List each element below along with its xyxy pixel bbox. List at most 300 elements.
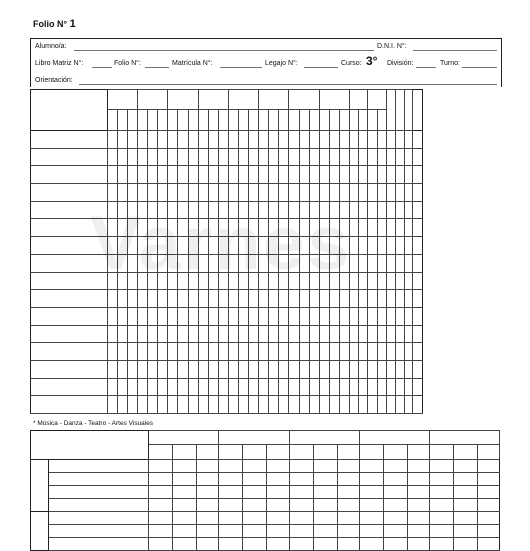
grade-cell[interactable] — [377, 360, 386, 378]
grade-cell[interactable] — [138, 290, 148, 308]
exam-cell[interactable] — [149, 486, 173, 499]
grade-cell[interactable] — [395, 325, 404, 343]
grade-cell[interactable] — [249, 343, 259, 361]
exam-cell[interactable] — [173, 460, 197, 473]
grade-cell[interactable] — [208, 378, 218, 396]
grade-cell[interactable] — [127, 184, 137, 202]
exam-cell[interactable] — [453, 473, 477, 486]
grade-cell[interactable] — [178, 325, 188, 343]
grade-cell[interactable] — [198, 131, 208, 149]
grade-cell[interactable] — [350, 131, 359, 149]
exam-cell[interactable] — [219, 525, 243, 538]
grade-cell[interactable] — [218, 343, 228, 361]
grade-cell[interactable] — [279, 343, 289, 361]
grade-cell[interactable] — [279, 360, 289, 378]
grade-cell[interactable] — [158, 148, 168, 166]
legajo-field[interactable] — [304, 67, 338, 68]
grade-cell[interactable] — [259, 184, 269, 202]
grade-cell[interactable] — [339, 148, 349, 166]
grade-cell[interactable] — [289, 307, 299, 325]
grade-cell[interactable] — [386, 184, 395, 202]
exam-cell[interactable] — [313, 486, 337, 499]
exam-cell[interactable] — [149, 473, 173, 486]
grade-cell[interactable] — [299, 325, 309, 343]
grade-cell[interactable] — [299, 343, 309, 361]
grade-cell[interactable] — [339, 360, 349, 378]
grade-cell[interactable] — [319, 343, 329, 361]
exam-cell[interactable] — [477, 460, 499, 473]
grade-cell[interactable] — [228, 148, 238, 166]
exam-cell[interactable] — [477, 499, 499, 512]
exam-cell[interactable] — [407, 525, 429, 538]
exam-cell[interactable] — [149, 538, 173, 551]
grade-cell[interactable] — [208, 360, 218, 378]
dni-field[interactable] — [413, 50, 497, 51]
grade-cell[interactable] — [138, 307, 148, 325]
grade-cell[interactable] — [386, 325, 395, 343]
grade-cell[interactable] — [405, 184, 413, 202]
grade-cell[interactable] — [198, 360, 208, 378]
grade-cell[interactable] — [188, 396, 198, 414]
grade-cell[interactable] — [289, 378, 299, 396]
grade-cell[interactable] — [138, 360, 148, 378]
exam-cell[interactable] — [359, 525, 383, 538]
grade-cell[interactable] — [269, 184, 279, 202]
grade-cell[interactable] — [238, 343, 248, 361]
grade-cell[interactable] — [218, 184, 228, 202]
grade-cell[interactable] — [368, 290, 377, 308]
observac-cell[interactable] — [413, 166, 423, 184]
grade-cell[interactable] — [368, 307, 377, 325]
exam-cell[interactable] — [243, 486, 267, 499]
grade-cell[interactable] — [259, 360, 269, 378]
grade-cell[interactable] — [117, 360, 127, 378]
exam-cell[interactable] — [453, 460, 477, 473]
exam-cell[interactable] — [219, 460, 243, 473]
grade-cell[interactable] — [238, 184, 248, 202]
grade-cell[interactable] — [309, 325, 319, 343]
grade-cell[interactable] — [299, 148, 309, 166]
grade-cell[interactable] — [279, 396, 289, 414]
exam-subject-cell[interactable] — [49, 473, 149, 486]
grade-cell[interactable] — [259, 396, 269, 414]
grade-cell[interactable] — [395, 131, 404, 149]
exam-cell[interactable] — [429, 499, 453, 512]
grade-cell[interactable] — [168, 343, 178, 361]
grade-cell[interactable] — [329, 307, 339, 325]
grade-cell[interactable] — [377, 343, 386, 361]
grade-cell[interactable] — [178, 378, 188, 396]
division-field[interactable] — [416, 67, 436, 68]
grade-cell[interactable] — [395, 290, 404, 308]
grade-cell[interactable] — [309, 396, 319, 414]
grade-cell[interactable] — [107, 396, 117, 414]
exam-cell[interactable] — [197, 486, 219, 499]
grade-cell[interactable] — [148, 131, 158, 149]
grade-cell[interactable] — [117, 290, 127, 308]
grade-cell[interactable] — [386, 396, 395, 414]
grade-cell[interactable] — [368, 131, 377, 149]
grade-cell[interactable] — [299, 166, 309, 184]
grade-cell[interactable] — [249, 166, 259, 184]
exam-cell[interactable] — [173, 486, 197, 499]
grade-cell[interactable] — [188, 360, 198, 378]
grade-cell[interactable] — [158, 360, 168, 378]
exam-cell[interactable] — [289, 512, 313, 525]
grade-cell[interactable] — [188, 378, 198, 396]
exam-cell[interactable] — [337, 525, 359, 538]
grade-cell[interactable] — [188, 131, 198, 149]
exam-cell[interactable] — [243, 538, 267, 551]
exam-cell[interactable] — [359, 512, 383, 525]
grade-cell[interactable] — [359, 307, 368, 325]
grade-cell[interactable] — [319, 378, 329, 396]
grade-cell[interactable] — [208, 290, 218, 308]
grade-cell[interactable] — [269, 148, 279, 166]
grade-cell[interactable] — [178, 290, 188, 308]
exam-cell[interactable] — [453, 486, 477, 499]
grade-cell[interactable] — [208, 343, 218, 361]
grade-cell[interactable] — [269, 343, 279, 361]
exam-cell[interactable] — [313, 460, 337, 473]
exam-cell[interactable] — [407, 460, 429, 473]
grade-cell[interactable] — [329, 166, 339, 184]
grade-cell[interactable] — [405, 307, 413, 325]
grade-cell[interactable] — [329, 343, 339, 361]
grade-cell[interactable] — [279, 290, 289, 308]
grade-cell[interactable] — [117, 131, 127, 149]
grade-cell[interactable] — [319, 307, 329, 325]
grade-cell[interactable] — [289, 325, 299, 343]
exam-cell[interactable] — [359, 460, 383, 473]
grade-cell[interactable] — [309, 166, 319, 184]
grade-cell[interactable] — [138, 166, 148, 184]
grade-cell[interactable] — [319, 325, 329, 343]
grade-cell[interactable] — [329, 360, 339, 378]
exam-cell[interactable] — [477, 473, 499, 486]
exam-cell[interactable] — [313, 473, 337, 486]
grade-cell[interactable] — [198, 184, 208, 202]
grade-cell[interactable] — [329, 148, 339, 166]
grade-cell[interactable] — [386, 290, 395, 308]
grade-cell[interactable] — [249, 290, 259, 308]
grade-cell[interactable] — [188, 343, 198, 361]
exam-cell[interactable] — [477, 512, 499, 525]
grade-cell[interactable] — [350, 378, 359, 396]
exam-cell[interactable] — [359, 473, 383, 486]
grade-cell[interactable] — [259, 307, 269, 325]
grade-cell[interactable] — [127, 378, 137, 396]
folio-field[interactable] — [145, 67, 169, 68]
grade-cell[interactable] — [228, 343, 238, 361]
exam-cell[interactable] — [453, 538, 477, 551]
grade-cell[interactable] — [117, 307, 127, 325]
grade-cell[interactable] — [350, 166, 359, 184]
exam-cell[interactable] — [243, 499, 267, 512]
exam-cell[interactable] — [219, 512, 243, 525]
exam-cell[interactable] — [407, 512, 429, 525]
grade-cell[interactable] — [127, 360, 137, 378]
matricula-field[interactable] — [220, 67, 262, 68]
grade-cell[interactable] — [178, 131, 188, 149]
grade-cell[interactable] — [198, 166, 208, 184]
grade-cell[interactable] — [188, 184, 198, 202]
exam-cell[interactable] — [267, 512, 289, 525]
observac-cell[interactable] — [413, 219, 423, 237]
grade-cell[interactable] — [359, 148, 368, 166]
exam-cell[interactable] — [243, 525, 267, 538]
grade-cell[interactable] — [208, 325, 218, 343]
exam-cell[interactable] — [267, 525, 289, 538]
observac-cell[interactable] — [413, 360, 423, 378]
exam-cell[interactable] — [407, 499, 429, 512]
exam-cell[interactable] — [453, 525, 477, 538]
exam-cell[interactable] — [149, 460, 173, 473]
grade-cell[interactable] — [405, 166, 413, 184]
exam-cell[interactable] — [429, 473, 453, 486]
grade-cell[interactable] — [259, 290, 269, 308]
grade-cell[interactable] — [309, 290, 319, 308]
grade-cell[interactable] — [228, 360, 238, 378]
grade-cell[interactable] — [259, 166, 269, 184]
grade-cell[interactable] — [259, 325, 269, 343]
grade-cell[interactable] — [309, 307, 319, 325]
grade-cell[interactable] — [377, 378, 386, 396]
exam-cell[interactable] — [429, 512, 453, 525]
grade-cell[interactable] — [249, 184, 259, 202]
exam-cell[interactable] — [453, 499, 477, 512]
grade-cell[interactable] — [249, 307, 259, 325]
grade-cell[interactable] — [386, 343, 395, 361]
grade-cell[interactable] — [350, 396, 359, 414]
grade-cell[interactable] — [377, 307, 386, 325]
grade-cell[interactable] — [188, 148, 198, 166]
exam-cell[interactable] — [289, 486, 313, 499]
exam-cell[interactable] — [407, 473, 429, 486]
exam-cell[interactable] — [453, 512, 477, 525]
grade-cell[interactable] — [299, 290, 309, 308]
exam-cell[interactable] — [267, 460, 289, 473]
grade-cell[interactable] — [269, 360, 279, 378]
grade-cell[interactable] — [368, 378, 377, 396]
observac-cell[interactable] — [413, 184, 423, 202]
grade-cell[interactable] — [117, 166, 127, 184]
exam-subject-cell[interactable] — [49, 512, 149, 525]
grade-cell[interactable] — [319, 131, 329, 149]
grade-cell[interactable] — [198, 396, 208, 414]
exam-cell[interactable] — [383, 473, 407, 486]
exam-cell[interactable] — [243, 460, 267, 473]
grade-cell[interactable] — [299, 131, 309, 149]
exam-cell[interactable] — [173, 512, 197, 525]
grade-cell[interactable] — [339, 290, 349, 308]
exam-cell[interactable] — [383, 486, 407, 499]
grade-cell[interactable] — [269, 166, 279, 184]
grade-cell[interactable] — [289, 360, 299, 378]
grade-cell[interactable] — [138, 184, 148, 202]
exam-cell[interactable] — [267, 499, 289, 512]
grade-cell[interactable] — [279, 131, 289, 149]
exam-subject-cell[interactable] — [49, 486, 149, 499]
grade-cell[interactable] — [395, 307, 404, 325]
grade-cell[interactable] — [218, 396, 228, 414]
grade-cell[interactable] — [188, 325, 198, 343]
grade-cell[interactable] — [359, 343, 368, 361]
exam-cell[interactable] — [289, 460, 313, 473]
grade-cell[interactable] — [339, 343, 349, 361]
grade-cell[interactable] — [127, 166, 137, 184]
grade-cell[interactable] — [208, 184, 218, 202]
grade-cell[interactable] — [359, 378, 368, 396]
grade-cell[interactable] — [329, 184, 339, 202]
exam-subject-cell[interactable] — [49, 460, 149, 473]
exam-cell[interactable] — [289, 473, 313, 486]
exam-cell[interactable] — [267, 486, 289, 499]
grade-cell[interactable] — [329, 396, 339, 414]
grade-cell[interactable] — [238, 360, 248, 378]
grade-cell[interactable] — [359, 290, 368, 308]
grade-cell[interactable] — [405, 343, 413, 361]
grade-cell[interactable] — [158, 378, 168, 396]
grade-cell[interactable] — [198, 148, 208, 166]
exam-subject-cell[interactable] — [49, 499, 149, 512]
grade-cell[interactable] — [107, 290, 117, 308]
grade-cell[interactable] — [269, 307, 279, 325]
grade-cell[interactable] — [148, 343, 158, 361]
grade-cell[interactable] — [138, 325, 148, 343]
exam-cell[interactable] — [337, 486, 359, 499]
grade-cell[interactable] — [127, 290, 137, 308]
grade-cell[interactable] — [117, 378, 127, 396]
grade-cell[interactable] — [339, 378, 349, 396]
grade-cell[interactable] — [218, 378, 228, 396]
grade-cell[interactable] — [299, 378, 309, 396]
exam-subject-cell[interactable] — [49, 525, 149, 538]
grade-cell[interactable] — [279, 325, 289, 343]
grade-cell[interactable] — [208, 166, 218, 184]
grade-cell[interactable] — [158, 343, 168, 361]
grade-cell[interactable] — [359, 360, 368, 378]
grade-cell[interactable] — [107, 184, 117, 202]
grade-cell[interactable] — [168, 184, 178, 202]
grade-cell[interactable] — [107, 131, 117, 149]
grade-cell[interactable] — [148, 166, 158, 184]
grade-cell[interactable] — [148, 396, 158, 414]
exam-cell[interactable] — [383, 499, 407, 512]
grade-cell[interactable] — [279, 148, 289, 166]
exam-cell[interactable] — [337, 512, 359, 525]
grade-cell[interactable] — [269, 396, 279, 414]
exam-cell[interactable] — [173, 538, 197, 551]
grade-cell[interactable] — [249, 396, 259, 414]
grade-cell[interactable] — [329, 378, 339, 396]
grade-cell[interactable] — [107, 325, 117, 343]
grade-cell[interactable] — [168, 290, 178, 308]
exam-cell[interactable] — [429, 460, 453, 473]
grade-cell[interactable] — [386, 360, 395, 378]
exam-cell[interactable] — [243, 512, 267, 525]
grade-cell[interactable] — [228, 396, 238, 414]
grade-cell[interactable] — [368, 360, 377, 378]
grade-cell[interactable] — [377, 396, 386, 414]
exam-cell[interactable] — [337, 473, 359, 486]
grade-cell[interactable] — [350, 343, 359, 361]
grade-cell[interactable] — [117, 325, 127, 343]
grade-cell[interactable] — [289, 184, 299, 202]
grade-cell[interactable] — [377, 325, 386, 343]
grade-cell[interactable] — [405, 148, 413, 166]
exam-cell[interactable] — [289, 538, 313, 551]
grade-cell[interactable] — [238, 396, 248, 414]
grade-cell[interactable] — [309, 131, 319, 149]
grade-cell[interactable] — [339, 396, 349, 414]
grade-cell[interactable] — [208, 148, 218, 166]
grade-cell[interactable] — [386, 131, 395, 149]
grade-cell[interactable] — [350, 290, 359, 308]
grade-cell[interactable] — [309, 184, 319, 202]
grade-cell[interactable] — [238, 378, 248, 396]
grade-cell[interactable] — [249, 131, 259, 149]
grade-cell[interactable] — [368, 184, 377, 202]
grade-cell[interactable] — [178, 307, 188, 325]
grade-cell[interactable] — [178, 343, 188, 361]
grade-cell[interactable] — [350, 148, 359, 166]
exam-cell[interactable] — [197, 473, 219, 486]
grade-cell[interactable] — [259, 131, 269, 149]
grade-cell[interactable] — [238, 307, 248, 325]
observac-cell[interactable] — [413, 396, 423, 414]
grade-cell[interactable] — [107, 360, 117, 378]
grade-cell[interactable] — [198, 378, 208, 396]
observac-cell[interactable] — [413, 343, 423, 361]
grade-cell[interactable] — [350, 184, 359, 202]
grade-cell[interactable] — [107, 307, 117, 325]
grade-cell[interactable] — [249, 325, 259, 343]
grade-cell[interactable] — [309, 378, 319, 396]
observac-cell[interactable] — [413, 254, 423, 272]
grade-cell[interactable] — [359, 325, 368, 343]
grade-cell[interactable] — [138, 131, 148, 149]
grade-cell[interactable] — [395, 360, 404, 378]
grade-cell[interactable] — [178, 148, 188, 166]
grade-cell[interactable] — [350, 360, 359, 378]
grade-cell[interactable] — [339, 166, 349, 184]
exam-cell[interactable] — [267, 538, 289, 551]
grade-cell[interactable] — [198, 325, 208, 343]
grade-cell[interactable] — [238, 290, 248, 308]
exam-cell[interactable] — [429, 525, 453, 538]
grade-cell[interactable] — [350, 325, 359, 343]
grade-cell[interactable] — [386, 307, 395, 325]
exam-cell[interactable] — [219, 486, 243, 499]
grade-cell[interactable] — [198, 307, 208, 325]
observac-cell[interactable] — [413, 325, 423, 343]
grade-cell[interactable] — [228, 325, 238, 343]
grade-cell[interactable] — [289, 148, 299, 166]
exam-cell[interactable] — [337, 460, 359, 473]
grade-cell[interactable] — [259, 148, 269, 166]
grade-cell[interactable] — [168, 131, 178, 149]
exam-cell[interactable] — [197, 460, 219, 473]
grade-cell[interactable] — [395, 166, 404, 184]
grade-cell[interactable] — [107, 378, 117, 396]
exam-cell[interactable] — [173, 473, 197, 486]
observac-cell[interactable] — [413, 307, 423, 325]
observac-cell[interactable] — [413, 148, 423, 166]
grade-cell[interactable] — [249, 378, 259, 396]
exam-cell[interactable] — [383, 538, 407, 551]
exam-cell[interactable] — [383, 512, 407, 525]
